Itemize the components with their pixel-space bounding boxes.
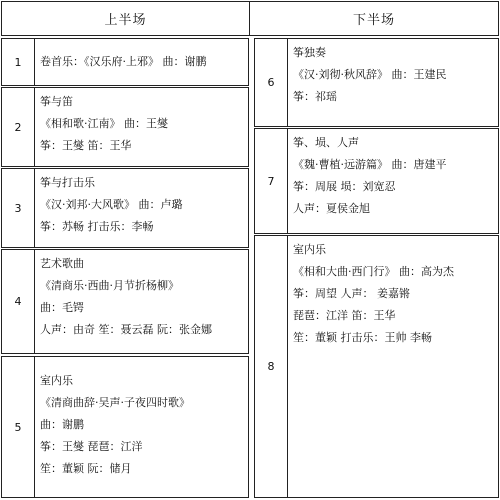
item-line: 筝：王燮 笛：王华 (40, 139, 132, 152)
item-line: 筝与打击乐 (40, 176, 95, 189)
item-line: 艺术歌曲 (40, 257, 84, 270)
program-item-2 (1, 87, 249, 167)
item-line: 曲：毛锷 (40, 301, 84, 314)
item-line: 筝：苏畅 打击乐：李畅 (40, 220, 154, 233)
program-item-6 (254, 38, 499, 127)
item-number: 2 (2, 88, 35, 166)
item-line: 筝、埙、人声 (293, 136, 359, 149)
item-number: 3 (2, 169, 35, 247)
item-line: 笙：董颖 打击乐：王帅 李畅 (293, 331, 432, 344)
item-number: 1 (2, 39, 35, 85)
item-line: 人声：夏侯金旭 (293, 202, 370, 215)
item-line: 《汉·刘彻·秋风辞》 曲：王建民 (293, 68, 447, 81)
program-item-5 (1, 356, 249, 498)
item-line: 筝：王燮 琵琶：江洋 (40, 440, 143, 453)
item-line: 《清商曲辞·吴声·子夜四时歌》 (40, 396, 190, 409)
item-line: 《相和歌·江南》 曲：王燮 (40, 117, 168, 130)
item-content (287, 39, 498, 126)
item-line: 筝：周展 埙：刘宽忍 (293, 180, 396, 193)
item-number: 6 (255, 39, 288, 126)
program-item-4 (1, 249, 249, 354)
item-line: 室内乐 (40, 374, 73, 387)
first-half-header: 上半场 (1, 1, 250, 36)
item-content (287, 129, 498, 233)
item-line: 筝：祁瑶 (293, 90, 337, 103)
item-content (34, 88, 248, 166)
item-number: 7 (255, 129, 288, 233)
item-content (287, 236, 498, 497)
item-number: 4 (2, 250, 35, 353)
item-line: 《魏·曹植·远游篇》 曲：唐建平 (293, 158, 447, 171)
item-content (34, 39, 248, 85)
item-line: 笙：董颖 阮：储月 (40, 462, 132, 475)
item-line: 人声：由奇 笙：聂云磊 阮：张金娜 (40, 323, 212, 336)
program-item-7 (254, 128, 499, 234)
item-line: 《清商乐·西曲·月节折杨柳》 (40, 279, 179, 292)
item-line: 《相和大曲·西门行》 曲：高为杰 (293, 265, 454, 278)
item-line: 筝与笛 (40, 95, 73, 108)
item-content (34, 357, 248, 497)
item-content (34, 250, 248, 353)
item-line: 室内乐 (293, 243, 326, 256)
second-half-header: 下半场 (250, 1, 499, 36)
first-half-column (1, 36, 250, 500)
program-item-8 (254, 235, 499, 498)
item-line: 筝：周望 人声： 姜嘉锵 (293, 287, 410, 300)
program-item-3 (1, 168, 249, 248)
program-item-1 (1, 38, 249, 86)
second-half-column (254, 36, 499, 500)
item-line: 琵琶：江洋 笛：王华 (293, 309, 396, 322)
item-number: 5 (2, 357, 35, 497)
item-line: 《汉·刘邦·大风歌》 曲：卢璐 (40, 198, 183, 211)
item-number: 8 (255, 236, 288, 497)
item-content (34, 169, 248, 247)
item-line: 卷首乐：《汉乐府·上邪》 曲：谢鹏 (40, 55, 207, 68)
item-line: 曲：谢鹏 (40, 418, 84, 431)
item-line: 筝独奏 (293, 46, 326, 59)
